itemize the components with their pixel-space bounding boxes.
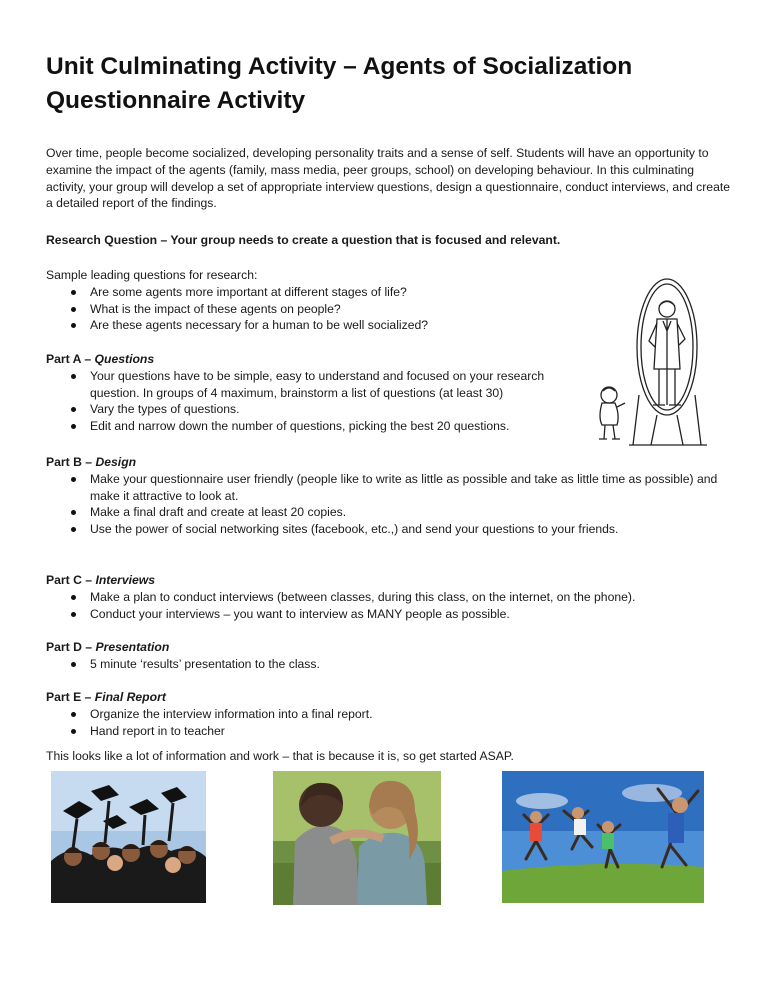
title-line-2: Questionnaire Activity xyxy=(46,87,306,114)
sample-list xyxy=(46,284,586,334)
list-item: Are some agents more important at different stages of life? xyxy=(46,284,586,301)
list-item: Vary the types of questions. xyxy=(46,401,546,418)
part-c xyxy=(46,572,736,622)
list-item: Conduct your interviews – you want to interview as MANY people as possible. xyxy=(46,606,736,623)
intro-paragraph: Over time, people become socialized, developing personality traits and a sense of self. Students will have an opportunity to examine the impact of the agents (family, mass media, peer groups, school) on developing behaviour. In this culminating activity, your group will develop a set of appropriate interview questions, design a questionnaire, conduct interviews, and create a detailed report of the findings. xyxy=(46,146,731,211)
part-a-heading: Part A – Questions xyxy=(46,352,155,366)
part-b xyxy=(46,454,736,538)
part-c-heading: Part C – Interviews xyxy=(46,573,156,587)
list-item: Your questions have to be simple, easy to understand and focused on your research question. In groups of 4 maximum, brainstorm a list of questions (at least 30) xyxy=(46,368,546,402)
list-item: What is the impact of these agents on people? xyxy=(46,301,586,318)
research-question: Research Question – Your group needs to create a question that is focused and relevant. xyxy=(46,233,561,247)
friends-photo xyxy=(273,771,441,905)
list-item: 5 minute ‘results’ presentation to the class. xyxy=(46,656,736,673)
list-item: Make a final draft and create at least 20 copies. xyxy=(46,504,736,521)
list-item: Make your questionnaire user friendly (people like to write as little as possible and take as little time as possible) and make it attractive to look at. xyxy=(46,471,736,505)
list-item: Make a plan to conduct interviews (between classes, during this class, on the internet, on the phone). xyxy=(46,589,736,606)
list-item: Hand report in to teacher xyxy=(46,723,736,740)
sample-heading: Sample leading questions for research: xyxy=(46,268,258,282)
part-a xyxy=(46,351,546,435)
child-mirror-illustration xyxy=(587,277,722,449)
part-e-heading: Part E – Final Report xyxy=(46,690,166,704)
list-item: Edit and narrow down the number of questions, picking the best 20 questions. xyxy=(46,418,546,435)
list-item: Organize the interview information into a final report. xyxy=(46,706,736,723)
part-d-heading: Part D – Presentation xyxy=(46,640,170,654)
list-item: Use the power of social networking sites (facebook, etc.,) and send your questions to your friends. xyxy=(46,521,736,538)
graduates-photo xyxy=(51,771,206,903)
part-b-heading: Part B – Design xyxy=(46,455,137,469)
part-e xyxy=(46,689,736,739)
sample-questions xyxy=(46,267,586,334)
title-line-1: Unit Culminating Activity – Agents of Socialization xyxy=(46,53,633,80)
part-d xyxy=(46,639,736,673)
list-item: Are these agents necessary for a human to be well socialized? xyxy=(46,317,586,334)
page-title xyxy=(46,50,726,118)
jumping-kids-photo xyxy=(502,771,704,903)
closing-line: This looks like a lot of information and work – that is because it is, so get started ASAP. xyxy=(46,749,514,763)
